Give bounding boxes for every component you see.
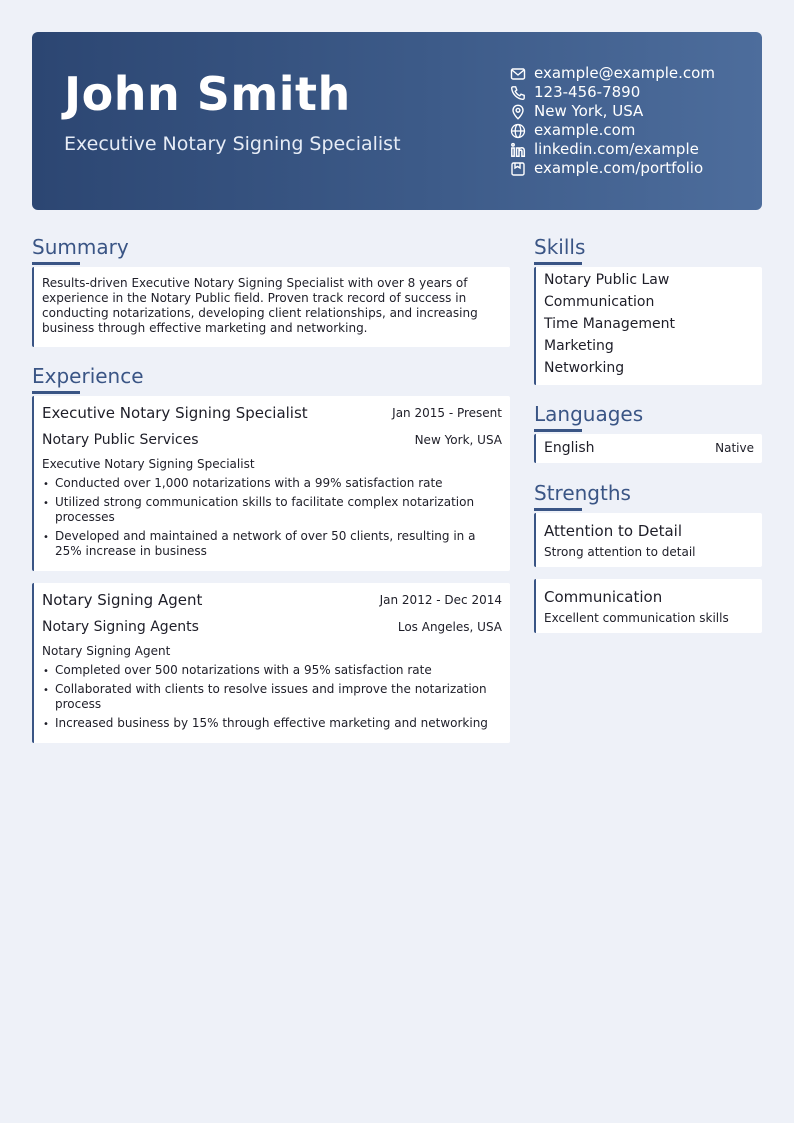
job-date: Jan 2015 - Present <box>392 406 502 420</box>
contact-email[interactable] <box>510 64 760 83</box>
skill-item: Marketing <box>544 338 614 354</box>
job-bullet: • Increased business by 15% through effective marketing and networking <box>42 716 502 731</box>
contact-portfolio[interactable] <box>510 159 760 178</box>
contact-linkedin[interactable] <box>510 140 760 159</box>
strength-description: Strong attention to detail <box>544 545 696 559</box>
job-role: Executive Notary Signing Specialist <box>42 457 255 471</box>
skills-card <box>534 267 762 385</box>
strengths-heading-text: Strengths <box>534 481 631 505</box>
contact-linkedin-text: linkedin.com/example <box>534 140 699 158</box>
contact-phone-text: 123-456-7890 <box>534 83 641 101</box>
candidate-name: John Smith <box>64 67 351 121</box>
contact-website-text: example.com <box>534 121 636 139</box>
summary-heading <box>32 234 129 260</box>
summary-text: Results-driven Executive Notary Signing Specialist with over 8 years of experience in the Notary Public field. Proven track record of success in conducting notarizations, developing client relationships, and increasing business through effective marketing and networking. <box>42 276 478 335</box>
job-location: Los Angeles, USA <box>397 620 502 634</box>
contact-location-text: New York, USA <box>534 102 644 120</box>
linkedin-icon <box>510 142 526 158</box>
language-level: Native <box>715 441 754 455</box>
summary-heading-text: Summary <box>32 235 129 259</box>
job-title: Executive Notary Signing Specialist <box>42 404 308 422</box>
skills-heading-underline <box>534 262 582 265</box>
contact-phone[interactable] <box>510 83 760 102</box>
phone-icon <box>510 85 526 101</box>
mail-icon <box>510 66 526 82</box>
strengths-heading-underline <box>534 508 582 511</box>
candidate-title: Executive Notary Signing Specialist <box>64 133 401 155</box>
job-bullet: • Developed and maintained a network of over 50 clients, resulting in a 25% increase in business <box>42 529 502 559</box>
languages-heading-underline <box>534 429 582 432</box>
skill-item: Time Management <box>544 316 675 332</box>
experience-heading <box>32 363 144 389</box>
portfolio-icon <box>510 161 526 177</box>
languages-heading-text: Languages <box>534 402 644 426</box>
skill-item: Notary Public Law <box>544 272 670 288</box>
resume-header <box>32 32 762 210</box>
skills-heading-text: Skills <box>534 235 586 259</box>
job-bullets <box>42 476 502 563</box>
contact-portfolio-text: example.com/portfolio <box>534 159 704 177</box>
strength-title: Attention to Detail <box>544 522 683 540</box>
location-pin-icon <box>510 104 526 120</box>
job-bullet: • Utilized strong communication skills to facilitate complex notarization processes <box>42 495 502 525</box>
job-role: Notary Signing Agent <box>42 644 171 658</box>
experience-item <box>32 396 510 571</box>
experience-item <box>32 583 510 743</box>
experience-heading-text: Experience <box>32 364 144 388</box>
job-company: Notary Signing Agents <box>42 619 199 635</box>
strength-description: Excellent communication skills <box>544 611 729 625</box>
contact-list <box>510 64 760 178</box>
language-item <box>534 434 762 463</box>
skill-item: Communication <box>544 294 655 310</box>
language-name: English <box>544 440 595 456</box>
contact-location <box>510 102 760 121</box>
strength-item <box>534 513 762 567</box>
job-company: Notary Public Services <box>42 432 199 448</box>
job-title: Notary Signing Agent <box>42 591 203 609</box>
job-bullet: • Completed over 500 notarizations with a 95% satisfaction rate <box>42 663 502 678</box>
job-bullet: • Conducted over 1,000 notarizations with a 99% satisfaction rate <box>42 476 502 491</box>
languages-heading <box>534 401 643 427</box>
job-bullets <box>42 663 502 735</box>
job-date: Jan 2012 - Dec 2014 <box>379 593 502 607</box>
job-location: New York, USA <box>414 433 502 447</box>
globe-icon <box>510 123 526 139</box>
job-bullet: • Collaborated with clients to resolve issues and improve the notarization process <box>42 682 502 712</box>
summary-heading-underline <box>32 262 80 265</box>
contact-email-text: example@example.com <box>534 64 715 82</box>
skill-item: Networking <box>544 360 625 376</box>
summary-card <box>32 267 510 347</box>
skills-heading <box>534 234 585 260</box>
strengths-heading <box>534 480 631 506</box>
strength-title: Communication <box>544 588 663 606</box>
contact-website[interactable] <box>510 121 760 140</box>
experience-heading-underline <box>32 391 80 394</box>
strength-item <box>534 579 762 633</box>
